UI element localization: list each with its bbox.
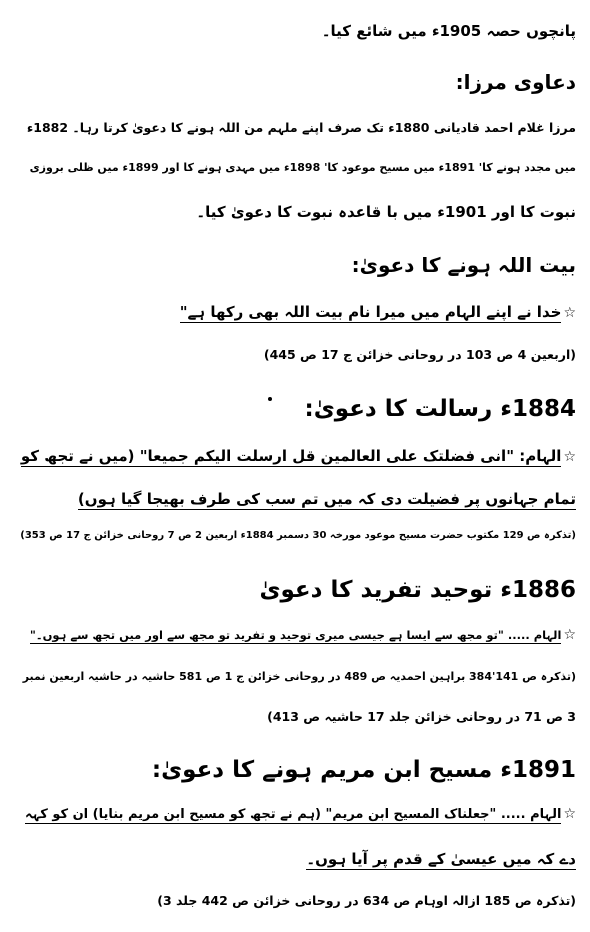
maseeh-quote-line-2 xyxy=(14,850,576,868)
risalat-quote-text-2: تمام جہانوں پر فضیلت دی کہ میں تم سب کی طرف بھیجا گیا ہوں) xyxy=(77,490,576,508)
star-icon: ☆ xyxy=(563,627,576,643)
risalat-quote-line-2 xyxy=(14,490,576,508)
risalat-quote-line-1 xyxy=(14,447,576,465)
maseeh-quote-text-2: دے کہ میں عیسیٰ کے قدم پر آیا ہوں۔ xyxy=(306,850,576,868)
tauheed-reference-line-2: 3 ص 71 در روحانی خزائن جلد 17 حاشیہ ص 413) xyxy=(267,709,576,724)
tauheed-reference-line-1: (تذکرہ ص 141'384 براہین احمدیہ ص 489 در روحانی خزائن ج 1 ص 581 حاشیہ در حاشیہ اربعین نمبر xyxy=(22,670,576,683)
claims-para-line-2: میں مجدد ہونے کا' 1891ء میں مسیح موعود کا' 1898ء میں مہدی ہونے کا اور 1899ء میں ظلی بروزی xyxy=(29,161,576,174)
tauheed-quote-text: الہام ..... "تو مجھ سے ایسا ہے جیسی میری توحید و تفرید تو مجھ سے اور میں تجھ سے ہوں۔" xyxy=(29,628,562,642)
baitullah-quote-text: خدا نے اپنے الہام میں میرا نام بیت اللہ بھی رکھا ہے" xyxy=(179,303,562,321)
intro-line: پانچوں حصہ 1905ء میں شائع کیا۔ xyxy=(321,22,576,40)
claims-para-line-1: مرزا غلام احمد قادیانی 1880ء تک صرف اپنے ملہم من اللہ ہونے کا دعویٰ کرتا رہا۔ 1882ء xyxy=(26,120,576,135)
tauheed-quote xyxy=(14,627,576,643)
section-heading-claims: دعاوی مرزا: xyxy=(455,70,576,94)
section-heading-maseeh: 1891ء مسیح ابن مریم ہونے کا دعویٰ: xyxy=(151,757,576,783)
section-heading-risalat: 1884ء رسالت کا دعویٰ: xyxy=(304,396,576,422)
star-icon: ☆ xyxy=(563,449,576,465)
risalat-reference: (تذکرہ ص 129 مکتوب حضرت مسیح موعود مورخہ 30 دسمبر 1884ء اربعین 2 ص 7 روحانی خزائن ج 17 ص 353) xyxy=(20,530,576,541)
risalat-quote-text-1: الہام: "انی فضلتک علی العالمین قل ارسلت الیکم جمیعا" (میں نے تجھ کو xyxy=(20,447,562,465)
maseeh-reference: (تذکرہ ص 185 ازالہ اوہام ص 634 در روحانی خزائن ص 442 جلد 3) xyxy=(157,893,576,908)
claims-para-line-3: نبوت کا اور 1901ء میں با قاعدہ نبوت کا دعویٰ کیا۔ xyxy=(196,203,576,221)
baitullah-quote xyxy=(14,303,576,321)
section-heading-baitullah: بیت اللہ ہونے کا دعویٰ: xyxy=(351,253,576,277)
maseeh-quote-text-1: الہام ..... "جعلناک المسیح ابن مریم" (ہم نے تجھ کو مسیح ابن مریم بنایا) ان کو کہہ xyxy=(25,807,562,822)
baitullah-reference: (اربعین 4 ص 103 در روحانی خزائن ج 17 ص 445) xyxy=(263,347,576,362)
section-heading-tauheed: 1886ء توحید تفرید کا دعویٰ xyxy=(259,577,576,603)
star-icon: ☆ xyxy=(563,305,576,321)
star-icon: ☆ xyxy=(563,806,576,822)
maseeh-quote-line-1 xyxy=(14,806,576,822)
